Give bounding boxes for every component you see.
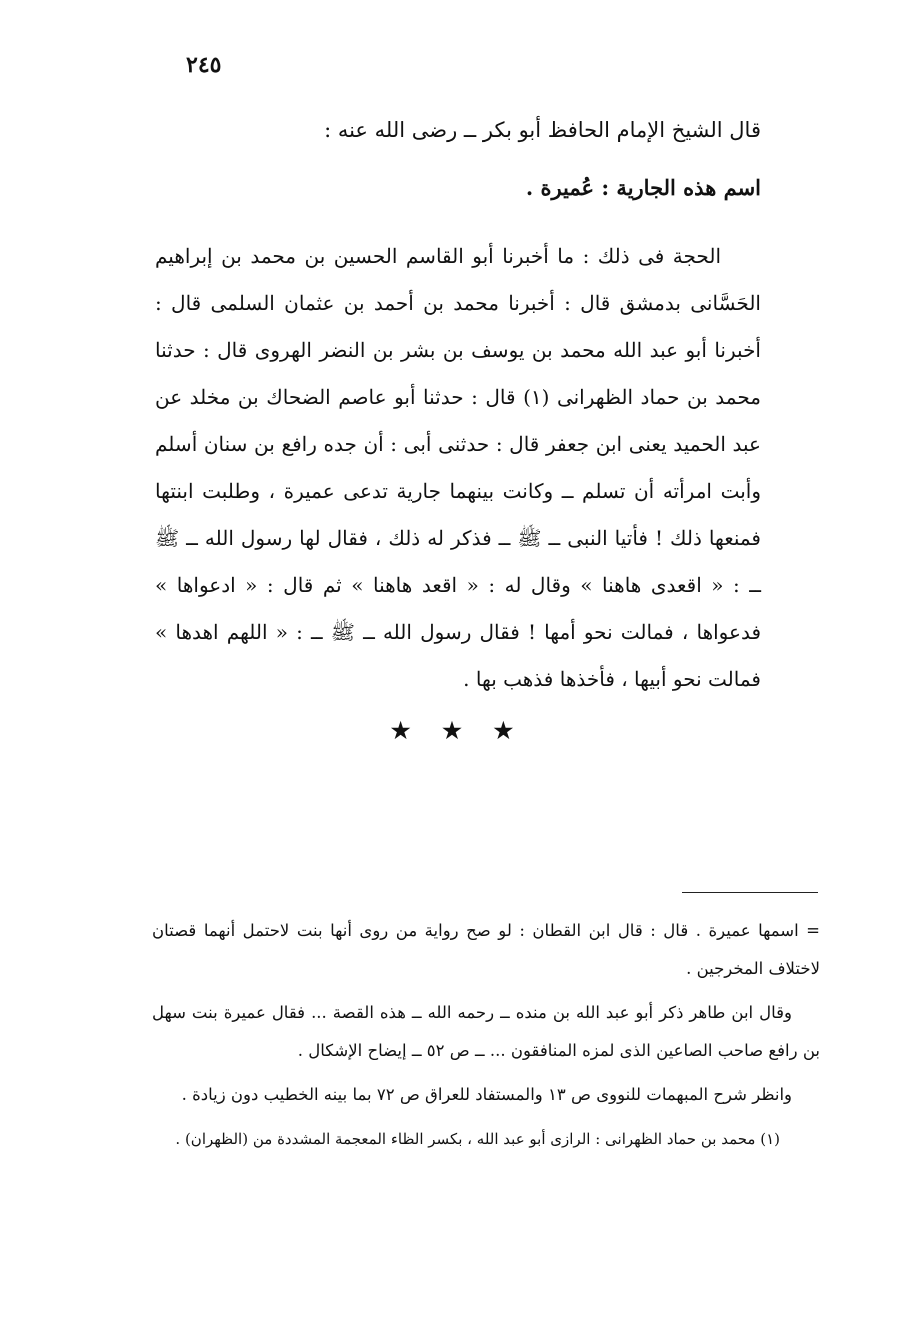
footnote-divider [682, 892, 818, 893]
page-number: ٢٤٥ [186, 52, 222, 78]
footnote-ibn-tahir: وقال ابن طاهر ذكر أبو عبد الله بن منده ــ رحمه الله ــ هذه القصة ... فقال عميرة بنت سهل بن رافع صاحب الصاعين الذى لمزه المنافقون ... ــ ص ٥٢ ــ إيضاح الإشكال . [152, 1003, 820, 1060]
footnote-1: (١) محمد بن حماد الظهرانى : الرازى أبو عبد الله ، بكسر الظاء المعجمة المشددة من (الظهران) . [175, 1130, 780, 1148]
hadith-paragraph: الحجة فى ذلك : ما أخبرنا أبو القاسم الحسين بن محمد بن إبراهيم الحَسَّانى بدمشق قال : أخبرنا محمد بن أحمد بن عثمان السلمى قال : أخبرنا أبو عبد الله محمد بن يوسف بن بشر بن النضر الهروى قال : حدثنا محمد بن حماد الظهرانى (١) قال : حدثنا أبو عاصم الضحاك بن مخلد عن عبد الحميد يعنى ابن جعفر قال : حدثنى أبى : أن جده رافع بن سنان أسلم وأبت امرأته أن تسلم ــ وكانت بينهما جارية تدعى عميرة ، وطلبت ابنتها فمنعها ذلك ! فأتيا النبى ــ ﷺ ــ فذكر له ذلك ، فقال لها رسول الله ــ ﷺ ــ : « اقعدى هاهنا » وقال له : « اقعد هاهنا » ثم قال : « ادعواها » فدعواها ، فمالت نحو أمها ! فقال رسول الله ــ ﷺ ــ : « اللهم اهدها » فمالت نحو أبيها ، فأخذها فذهب بها . [155, 244, 761, 691]
main-text [155, 233, 761, 703]
narrator-intro-line: قال الشيخ الإمام الحافظ أبو بكر ــ رضى الله عنه : [324, 118, 761, 142]
subject-title-line: اسم هذه الجارية : عُميرة . [525, 175, 761, 200]
section-separator-stars: ★ ★ ★ [390, 718, 526, 744]
footnotes-section [152, 912, 820, 1164]
footnote-continued: = اسمها عميرة . قال : قال ابن القطان : لو صح رواية من روى أنها بنت لاحتمل أنهما قصتان لاختلاف المخرجين . [152, 921, 820, 978]
footnote-nawawi: وانظر شرح المبهمات للنووى ص ١٣ والمستفاد للعراق ص ٧٢ بما بينه الخطيب دون زيادة . [181, 1085, 792, 1104]
